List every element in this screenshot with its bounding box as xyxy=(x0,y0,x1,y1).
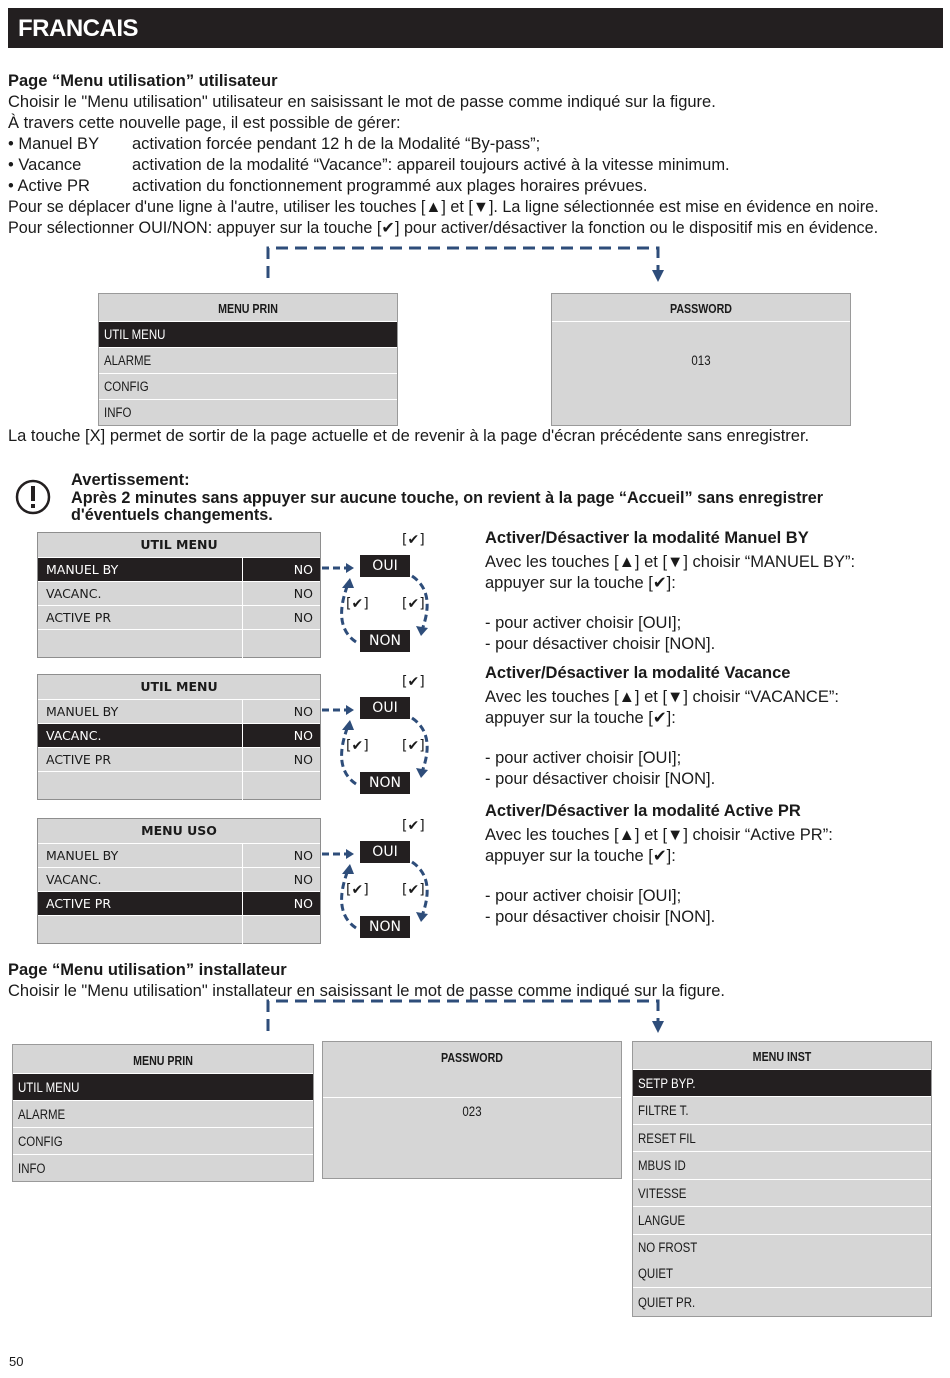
menu-item-alarme[interactable]: ALARME xyxy=(99,347,397,373)
screen-title: MENU PRIN xyxy=(133,1053,193,1068)
oui-option[interactable]: OUI xyxy=(360,697,410,719)
table-row[interactable]: VACANC. NO xyxy=(38,723,320,747)
mode-title: Activer/Désactiver la modalité Manuel BY xyxy=(485,529,809,547)
table-row[interactable]: ACTIVE PR NO xyxy=(38,747,320,771)
password-screen xyxy=(551,293,851,426)
non-option[interactable]: NON xyxy=(360,772,410,794)
menu-item-info[interactable]: INFO xyxy=(99,399,397,425)
bullet-item xyxy=(8,134,908,155)
installer-section-heading: Page “Menu utilisation” installateur xyxy=(8,961,287,979)
non-option[interactable]: NON xyxy=(360,630,410,652)
table-row[interactable]: MANUEL BY NO xyxy=(38,843,320,867)
mode-activate: - pour activer choisir [OUI]; xyxy=(485,614,682,632)
menu-item-alarme[interactable]: ALARME xyxy=(13,1100,313,1127)
menu-item-filtre[interactable]: FILTRE T. xyxy=(633,1096,931,1124)
mode-title: Activer/Désactiver la modalité Vacance xyxy=(485,664,791,682)
menu-item-setp-byp[interactable]: SETP BYP. xyxy=(633,1069,931,1096)
user-line2: À travers cette nouvelle page, il est possible de gérer: xyxy=(8,114,401,132)
oui-option[interactable]: OUI xyxy=(360,841,410,863)
divider xyxy=(552,321,850,322)
util-menu-screen xyxy=(37,532,321,658)
mode-deactivate: - pour désactiver choisir [NON]. xyxy=(485,908,716,926)
check-key-label: [✔] xyxy=(402,596,425,612)
table-row[interactable]: MANUEL BY NO xyxy=(38,557,320,581)
menu-prin-screen xyxy=(98,293,398,426)
menu-item-info[interactable]: INFO xyxy=(13,1154,313,1181)
toggle-arrows xyxy=(320,816,450,946)
language-title: FRANCAIS xyxy=(18,15,138,42)
mode-activate: - pour activer choisir [OUI]; xyxy=(485,887,682,905)
toggle-diagram xyxy=(320,672,450,802)
check-key-label: [✔] xyxy=(402,818,425,834)
bullet-label: • Manuel BY xyxy=(8,135,100,153)
menu-item-quiet-pr[interactable]: QUIET PR. xyxy=(633,1287,931,1317)
menu-item-vitesse[interactable]: VITESSE xyxy=(633,1179,931,1206)
password-value[interactable]: 013 xyxy=(691,353,711,368)
table-row[interactable]: MANUEL BY NO xyxy=(38,699,320,723)
menu-item-config[interactable]: CONFIG xyxy=(13,1127,313,1154)
bullet-desc: activation du fonctionnement programmé aux plages horaires prévues. xyxy=(132,177,648,195)
menu-item-util-menu[interactable]: UTIL MENU xyxy=(99,321,397,347)
mode-activate: - pour activer choisir [OUI]; xyxy=(485,749,682,767)
menu-uso-screen xyxy=(37,818,321,944)
bullet-item xyxy=(8,176,908,197)
screen-title: MENU INST xyxy=(752,1049,812,1064)
exclamation-circle-icon xyxy=(14,478,52,516)
toggle-arrows xyxy=(320,672,450,802)
warning-line2: d'éventuels changements. xyxy=(71,506,273,524)
screen-title: MENU USO xyxy=(141,823,217,838)
user-section-heading: Page “Menu utilisation” utilisateur xyxy=(8,72,278,90)
dashed-flow-arrow xyxy=(260,240,670,285)
header-bar xyxy=(8,8,943,48)
menu-item-quiet[interactable]: QUIET xyxy=(638,1266,674,1281)
installer-line1: Choisir le "Menu utilisation" installateur en saisissant le mot de passe comme indiqué sur la figure. xyxy=(8,982,725,1000)
mode-line2: appuyer sur la touche [✔]: xyxy=(485,847,676,865)
table-row xyxy=(38,915,320,944)
check-key-label: [✔] xyxy=(346,738,369,754)
dashed-flow-arrow xyxy=(260,993,670,1038)
non-option[interactable]: NON xyxy=(360,916,410,938)
check-key-label: [✔] xyxy=(402,674,425,690)
user-line3: Pour se déplacer d'une ligne à l'autre, utiliser les touches [▲] et [▼]. La ligne sélectionnée est mise en évidence en noire. xyxy=(8,198,879,216)
menu-item-mbus-id[interactable]: MBUS ID xyxy=(633,1151,931,1179)
screen-title: UTIL MENU xyxy=(140,679,218,694)
bullet-label: • Active PR xyxy=(8,177,90,195)
table-row[interactable]: VACANC. NO xyxy=(38,581,320,605)
menu-item-langue[interactable]: LANGUE xyxy=(633,1206,931,1234)
screen-title: PASSWORD xyxy=(669,301,732,316)
menu-item-reset-fil[interactable]: RESET FIL xyxy=(633,1124,931,1151)
screen-title: MENU PRIN xyxy=(218,301,278,316)
warning-title: Avertissement: xyxy=(71,471,190,489)
check-key-label: [✔] xyxy=(402,532,425,548)
toggle-arrows xyxy=(320,530,450,660)
screen-title: PASSWORD xyxy=(440,1050,503,1065)
check-key-label: [✔] xyxy=(402,882,425,898)
toggle-diagram xyxy=(320,816,450,946)
user-line4: Pour sélectionner OUI/NON: appuyer sur la touche [✔] pour activer/désactiver la fonction ou le dispositif mis en évidence. xyxy=(8,219,879,237)
util-menu-screen xyxy=(37,674,321,800)
menu-inst-screen xyxy=(632,1041,932,1317)
mode-line2: appuyer sur la touche [✔]: xyxy=(485,574,676,592)
table-row[interactable]: ACTIVE PR NO xyxy=(38,891,320,915)
mode-line1: Avec les touches [▲] et [▼] choisir “MANUEL BY”: xyxy=(485,553,856,571)
exit-note: La touche [X] permet de sortir de la page actuelle et de revenir à la page d'écran précédente sans enregistrer. xyxy=(8,427,810,445)
menu-item-util-menu[interactable]: UTIL MENU xyxy=(13,1073,313,1100)
bullet-label: • Vacance xyxy=(8,156,82,174)
bullet-desc: activation de la modalité “Vacance”: appareil toujours activé à la vitesse minimum. xyxy=(132,156,730,174)
menu-item-config[interactable]: CONFIG xyxy=(99,373,397,399)
mode-line1: Avec les touches [▲] et [▼] choisir “Active PR”: xyxy=(485,826,833,844)
menu-item-no-frost[interactable]: NO FROST xyxy=(633,1234,931,1260)
bullet-item xyxy=(8,155,908,176)
bullet-desc: activation forcée pendant 12 h de la Modalité “By-pass”; xyxy=(132,135,541,153)
toggle-diagram xyxy=(320,530,450,660)
mode-deactivate: - pour désactiver choisir [NON]. xyxy=(485,770,716,788)
oui-option[interactable]: OUI xyxy=(360,555,410,577)
mode-line1: Avec les touches [▲] et [▼] choisir “VACANCE”: xyxy=(485,688,839,706)
check-key-label: [✔] xyxy=(402,738,425,754)
warning-line1: Après 2 minutes sans appuyer sur aucune touche, on revient à la page “Accueil” sans enregistrer xyxy=(71,489,824,507)
check-key-label: [✔] xyxy=(346,882,369,898)
table-row[interactable]: VACANC. NO xyxy=(38,867,320,891)
mode-title: Activer/Désactiver la modalité Active PR xyxy=(485,802,801,820)
mode-deactivate: - pour désactiver choisir [NON]. xyxy=(485,635,716,653)
table-row[interactable]: ACTIVE PR NO xyxy=(38,605,320,629)
table-row xyxy=(38,629,320,658)
mode-line2: appuyer sur la touche [✔]: xyxy=(485,709,676,727)
password-value[interactable]: 023 xyxy=(462,1104,482,1119)
table-row xyxy=(38,771,320,800)
password-screen xyxy=(322,1041,622,1179)
screen-title: UTIL MENU xyxy=(140,537,218,552)
divider xyxy=(323,1097,621,1098)
menu-prin-screen xyxy=(12,1044,314,1182)
check-key-label: [✔] xyxy=(346,596,369,612)
user-line1: Choisir le "Menu utilisation" utilisateur en saisissant le mot de passe comme indiqué sur la figure. xyxy=(8,93,716,111)
page-number: 50 xyxy=(9,1354,24,1369)
